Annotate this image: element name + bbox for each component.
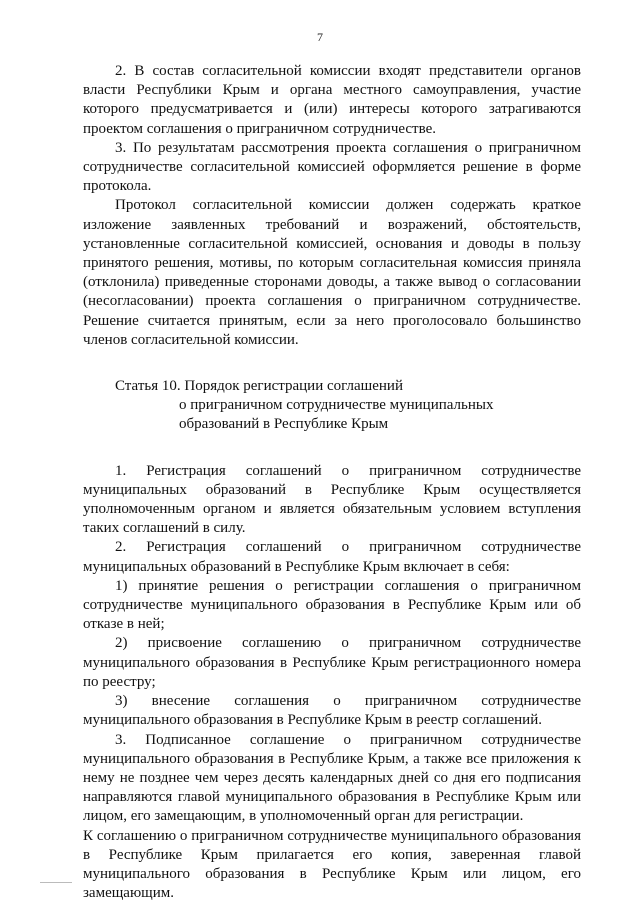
document-body [83, 62, 581, 903]
paragraph-signed-agreement: 3. Подписанное соглашение о приграничном сотрудничестве муниципального образования в Республике Крым, а также все приложения к нему не позднее чем через десять календарных дней со дня его подписания направляются главой муниципального образования в Республике Крым или лицом, его замещающим, в уполномоченный орган для регистрации. [83, 731, 581, 825]
paragraph-registration-includes: 2. Регистрация соглашений о приграничном сотрудничестве муниципальных образований в Республике Крым включает в себя: [83, 539, 581, 575]
article-heading-line-3: образований в Республике Крым [179, 416, 389, 433]
article-heading [83, 377, 581, 435]
spacer [83, 350, 581, 377]
list-item-number-assignment: 2) присвоение соглашению о приграничном сотрудничестве муниципального образования в Республике Крым регистрационного номера по реестру; [83, 635, 581, 690]
list-item-decision: 1) принятие решения о регистрации соглашения о приграничном сотрудничестве муниципального образования в Республике Крым или об отказе в ней; [83, 577, 581, 633]
paragraph-registration-mandatory: 1. Регистрация соглашений о приграничном сотрудничестве муниципальных образований в Республике Крым осуществляется уполномоченным органом и является обязательным условием вступления таких соглашений в силу. [83, 462, 581, 537]
paragraph-commission-decision: 3. По результатам рассмотрения проекта соглашения о приграничном сотрудничестве согласительной комиссией оформляется решение в форме протокола. [83, 139, 581, 195]
article-heading-line-2: о приграничном сотрудничестве муниципальных [179, 397, 494, 414]
list-item-registry-entry: 3) внесение соглашения о приграничном сотрудничестве муниципального образования в Республике Крым в реестр соглашений. [83, 693, 581, 729]
page-number: 7 [317, 30, 323, 44]
paragraph-copy-attachment: К соглашению о приграничном сотрудничестве муниципального образования в Республике Крым прилагается его копия, заверенная главой муниципального образования в Республике Крым или лицом, его замещающим. [83, 827, 581, 902]
article-heading-line-1: Статья 10. Порядок регистрации соглашений [115, 378, 403, 395]
footer-mark [40, 882, 72, 883]
paragraph-commission-composition: 2. В состав согласительной комиссии входят представители органов власти Республики Крым и органа местного самоуправления, участие которого предусматривается и (или) интересы которого затрагиваются проектом соглашения о приграничном сотрудничестве. [83, 63, 581, 137]
spacer [83, 435, 581, 462]
paragraph-protocol-contents: Протокол согласительной комиссии должен содержать краткое изложение заявленных требований и возражений, обстоятельств, установленные согласительной комиссией, основания и доводы в пользу принятого решения, мотивы, по которым согласительная комиссия приняла (отклонила) приведенные сторонами доводы, а также вывод о согласовании (несогласовании) проекта соглашения о приграничном сотрудничестве. Решение считается принятым, если за него проголосовало большинство членов согласительной комиссии. [83, 197, 581, 348]
